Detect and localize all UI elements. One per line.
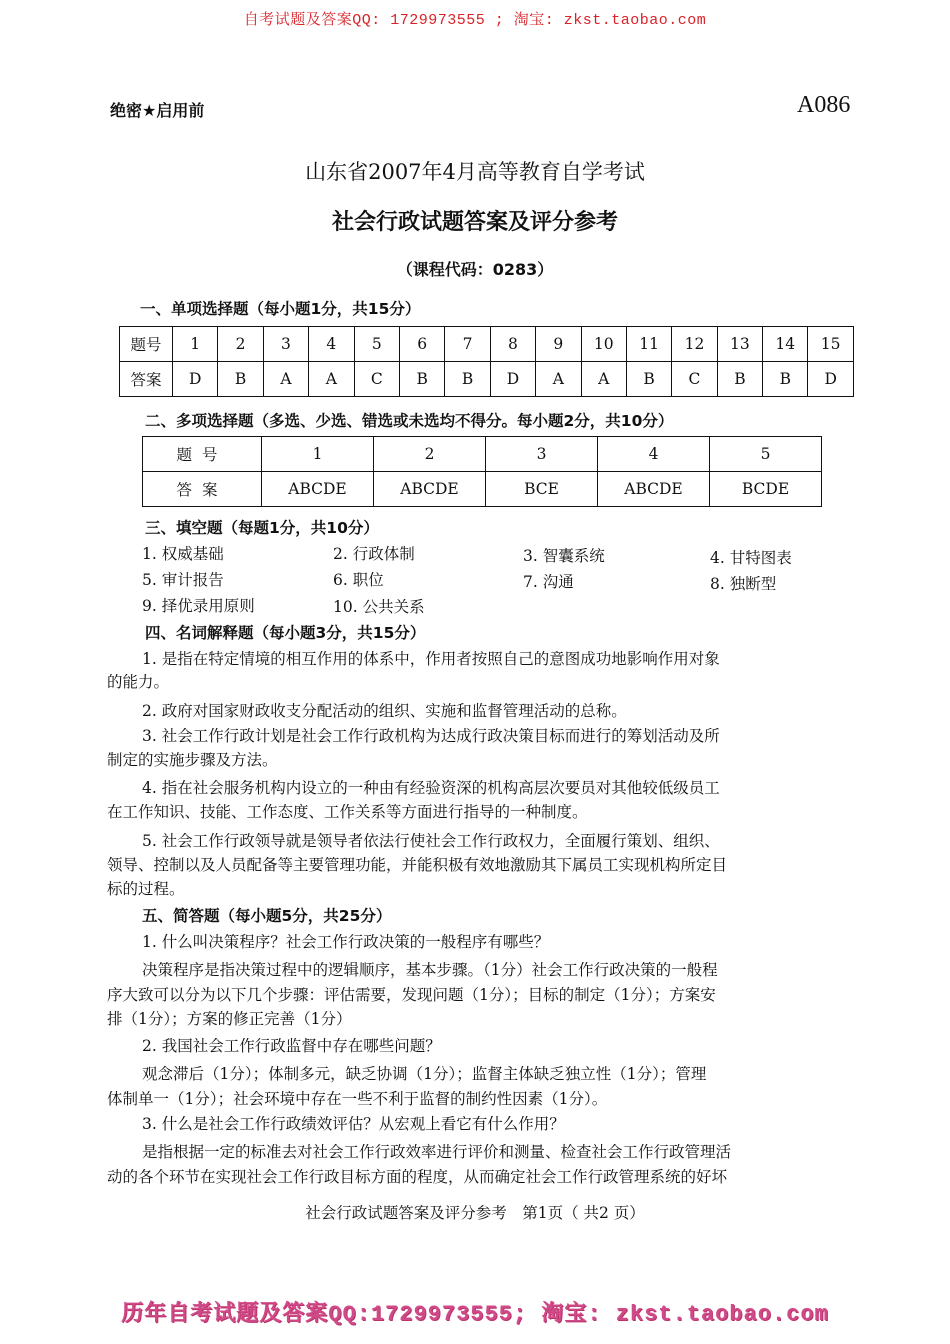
question-number: 14 xyxy=(763,327,808,362)
answer-text: 决策程序是指决策过程中的逻辑顺序，基本步骤。（1分）社会工作行政决策的一般程 xyxy=(142,961,718,979)
answer-cell: B xyxy=(763,362,808,397)
definition-text: 3. 社会工作行政计划是社会工作行政机构为达成行政决策目标而进行的筹划活动及所 xyxy=(142,727,720,745)
answer-cell: B xyxy=(445,362,490,397)
fill-item: 4. 甘特图表 xyxy=(710,549,792,567)
answer-text: 体制单一（1分）；社会环境中存在一些不利于监督的制约性因素（1分）。 xyxy=(107,1090,608,1108)
answer-cell: D xyxy=(490,362,535,397)
question-number: 12 xyxy=(672,327,717,362)
section3-heading: 三、填空题（每题1分，共10分） xyxy=(145,519,379,537)
table-row xyxy=(120,362,854,397)
section2-heading: 二、多项选择题（多选、少选、错选或未选均不得分。每小题2分，共10分） xyxy=(145,412,674,430)
question-number: 7 xyxy=(445,327,490,362)
question-text: 1. 什么叫决策程序？社会工作行政决策的一般程序有哪些？ xyxy=(142,933,550,951)
fill-item: 1. 权威基础 xyxy=(142,545,224,563)
answer-cell: D xyxy=(808,362,853,397)
answer-cell: D xyxy=(173,362,218,397)
multiple-choice-table xyxy=(142,436,822,507)
answer-cell: BCDE xyxy=(710,472,822,507)
row-label-answer: 答案 xyxy=(143,472,262,507)
definition-text: 制定的实施步骤及方法。 xyxy=(107,751,278,769)
question-text: 2. 我国社会工作行政监督中存在哪些问题？ xyxy=(142,1037,441,1055)
document-title: 社会行政试题答案及评分参考 xyxy=(331,210,618,235)
answer-cell: A xyxy=(536,362,581,397)
answer-cell: A xyxy=(263,362,308,397)
definition-text: 4. 指在社会服务机构内设立的一种由有经验资深的机构高层次要员对其他较低级员工 xyxy=(142,779,720,797)
question-number: 15 xyxy=(808,327,853,362)
fill-item: 9. 择优录用原则 xyxy=(142,597,255,615)
question-number: 9 xyxy=(536,327,581,362)
question-number: 6 xyxy=(399,327,444,362)
row-label-question: 题号 xyxy=(143,437,262,472)
fill-item: 2. 行政体制 xyxy=(333,545,415,563)
definition-text: 1. 是指在特定情境的相互作用的体系中，作用者按照自己的意图成功地影响作用对象 xyxy=(142,650,720,668)
top-banner: 自考试题及答案QQ: 1729973555 ; 淘宝: zkst.taobao.com xyxy=(243,12,707,29)
question-number: 10 xyxy=(581,327,626,362)
question-number: 2 xyxy=(218,327,263,362)
answer-cell: B xyxy=(218,362,263,397)
question-number: 3 xyxy=(263,327,308,362)
answer-cell: C xyxy=(672,362,717,397)
question-number: 5 xyxy=(710,437,822,472)
answer-cell: A xyxy=(581,362,626,397)
answer-cell: ABCDE xyxy=(598,472,710,507)
question-number: 5 xyxy=(354,327,399,362)
section1-heading: 一、单项选择题（每小题1分，共15分） xyxy=(140,300,421,318)
question-number: 1 xyxy=(173,327,218,362)
page-footer: 社会行政试题答案及评分参考 第1页（ 共2 页） xyxy=(305,1204,645,1222)
answer-text: 序大致可以分为以下几个步骤：评估需要，发现问题（1分）；目标的制定（1分）；方案安 xyxy=(107,986,716,1004)
exam-code: A086 xyxy=(797,92,851,118)
table-row xyxy=(143,472,822,507)
answer-text: 排（1分）；方案的修正完善（1分） xyxy=(107,1010,352,1028)
fill-item: 3. 智囊系统 xyxy=(523,547,605,565)
definition-text: 的能力。 xyxy=(107,673,170,691)
table-row xyxy=(143,437,822,472)
definition-text: 5. 社会工作行政领导就是领导者依法行使社会工作行政权力，全面履行策划、组织、 xyxy=(142,832,720,850)
row-label-question: 题号 xyxy=(120,327,173,362)
answer-cell: C xyxy=(354,362,399,397)
secret-label: 绝密★启用前 xyxy=(110,101,205,120)
answer-cell: B xyxy=(399,362,444,397)
answer-cell: ABCDE xyxy=(262,472,374,507)
definition-text: 2. 政府对国家财政收支分配活动的组织、实施和监督管理活动的总称。 xyxy=(142,702,627,720)
answer-text: 观念滞后（1分）；体制多元，缺乏协调（1分）；监督主体缺乏独立性（1分）；管理 xyxy=(142,1065,707,1083)
row-label-answer: 答案 xyxy=(120,362,173,397)
question-number: 11 xyxy=(626,327,671,362)
fill-item: 7. 沟通 xyxy=(523,573,574,591)
section4-heading: 四、名词解释题（每小题3分，共15分） xyxy=(145,624,426,642)
definition-text: 领导、控制以及人员配备等主要管理功能，并能积极有效地激励其下属员工实现机构所定目 xyxy=(107,856,728,874)
bottom-banner: 历年自考试题及答案QQ:1729973555; 淘宝: zkst.taobao.com xyxy=(121,1302,829,1327)
fill-item: 5. 审计报告 xyxy=(142,571,224,589)
answer-text: 动的各个环节在实现社会工作行政目标方面的程度，从而确定社会工作行政管理系统的好坏 xyxy=(107,1168,728,1186)
question-number: 2 xyxy=(374,437,486,472)
question-number: 1 xyxy=(262,437,374,472)
answer-cell: B xyxy=(626,362,671,397)
answer-cell: B xyxy=(717,362,762,397)
answer-cell: ABCDE xyxy=(374,472,486,507)
fill-item: 10. 公共关系 xyxy=(333,598,425,616)
section5-heading: 五、简答题（每小题5分，共25分） xyxy=(142,907,392,925)
answer-cell: BCE xyxy=(486,472,598,507)
question-number: 4 xyxy=(598,437,710,472)
definition-text: 标的过程。 xyxy=(107,880,185,898)
table-row xyxy=(120,327,854,362)
course-code: （课程代码：0283） xyxy=(396,260,554,279)
question-text: 3. 什么是社会工作行政绩效评估？从宏观上看它有什么作用？ xyxy=(142,1115,565,1133)
single-choice-table xyxy=(119,326,854,397)
answer-text: 是指根据一定的标准去对社会工作行政效率进行评价和测量、检查社会工作行政管理活 xyxy=(142,1143,732,1161)
answer-cell: A xyxy=(309,362,354,397)
question-number: 8 xyxy=(490,327,535,362)
definition-text: 在工作知识、技能、工作态度、工作关系等方面进行指导的一种制度。 xyxy=(107,803,588,821)
question-number: 4 xyxy=(309,327,354,362)
question-number: 13 xyxy=(717,327,762,362)
fill-item: 8. 独断型 xyxy=(710,575,777,593)
question-number: 3 xyxy=(486,437,598,472)
exam-title: 山东省2007年4月高等教育自学考试 xyxy=(305,160,645,184)
fill-item: 6. 职位 xyxy=(333,571,384,589)
